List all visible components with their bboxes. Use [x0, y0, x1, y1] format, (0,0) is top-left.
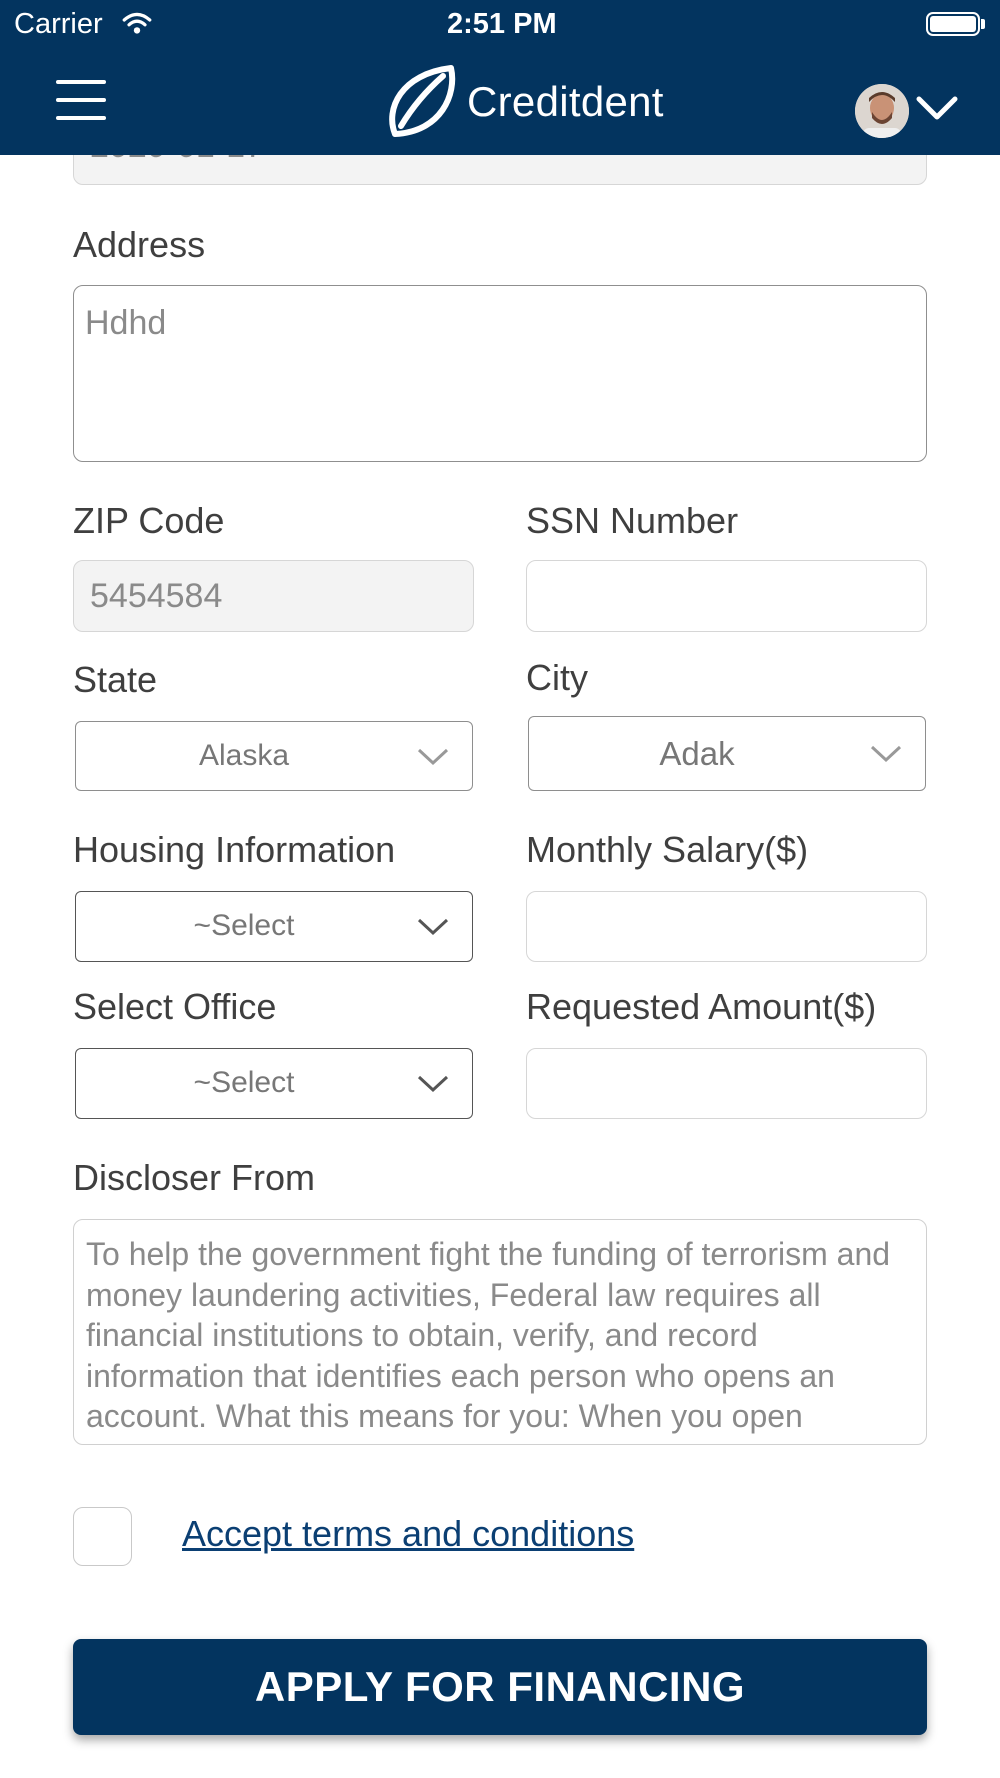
leaf-logo-icon: [383, 64, 459, 140]
city-label: City: [526, 657, 588, 698]
disclaimer-box[interactable]: [73, 1219, 927, 1445]
housing-label: Housing Information: [73, 829, 396, 870]
terms-link[interactable]: Accept terms and conditions: [182, 1513, 635, 1554]
apply-button-label: APPLY FOR FINANCING: [254, 1663, 746, 1710]
user-avatar[interactable]: [855, 84, 909, 138]
state-select[interactable]: [75, 721, 473, 791]
disclaimer-label: Discloser From: [73, 1157, 316, 1198]
office-select-value: ~Select: [193, 1066, 295, 1099]
zip-field-value: 5454584: [90, 577, 223, 615]
city-select[interactable]: [528, 716, 926, 791]
office-select[interactable]: [75, 1048, 473, 1119]
carrier-label: Carrier: [14, 8, 103, 40]
salary-field[interactable]: [526, 891, 927, 962]
chevron-down-icon: [416, 916, 450, 938]
disclaimer-text: To help the government fight the funding of terrorism and money laundering activities, Federal law requires all financial institutions to obtain, verify, and record information that identifies each person who opens an account. What this means for you: When you open: [86, 1236, 891, 1434]
hamburger-menu-icon[interactable]: [56, 80, 106, 120]
app-header: [0, 0, 1000, 155]
wifi-icon: [121, 12, 153, 36]
status-time: 2:51 PM: [447, 8, 557, 40]
zip-label: ZIP Code: [73, 500, 225, 541]
office-label: Select Office: [73, 986, 277, 1027]
address-label: Address: [73, 224, 206, 265]
battery-tip: [981, 19, 985, 29]
state-label: State: [73, 659, 158, 700]
state-select-value: Alaska: [198, 739, 290, 772]
chevron-down-icon: [416, 746, 450, 768]
housing-select[interactable]: [75, 891, 473, 962]
apply-for-financing-button[interactable]: [73, 1639, 927, 1735]
requested-amount-label: Requested Amount($): [526, 986, 877, 1027]
ssn-label: SSN Number: [526, 500, 739, 541]
chevron-down-icon: [416, 1073, 450, 1095]
city-select-value: Adak: [659, 735, 735, 772]
zip-field[interactable]: [73, 560, 474, 632]
salary-label: Monthly Salary($): [526, 829, 809, 870]
address-field[interactable]: [73, 285, 927, 462]
chevron-down-icon: [869, 743, 903, 765]
ssn-field[interactable]: [526, 560, 927, 632]
battery-icon: [926, 12, 980, 36]
terms-checkbox[interactable]: [73, 1507, 132, 1566]
chevron-down-icon[interactable]: [915, 93, 959, 123]
address-field-value: Hdhd: [85, 304, 167, 342]
app-name: Creditdent: [467, 78, 664, 125]
housing-select-value: ~Select: [193, 909, 295, 942]
requested-amount-field[interactable]: [526, 1048, 927, 1119]
